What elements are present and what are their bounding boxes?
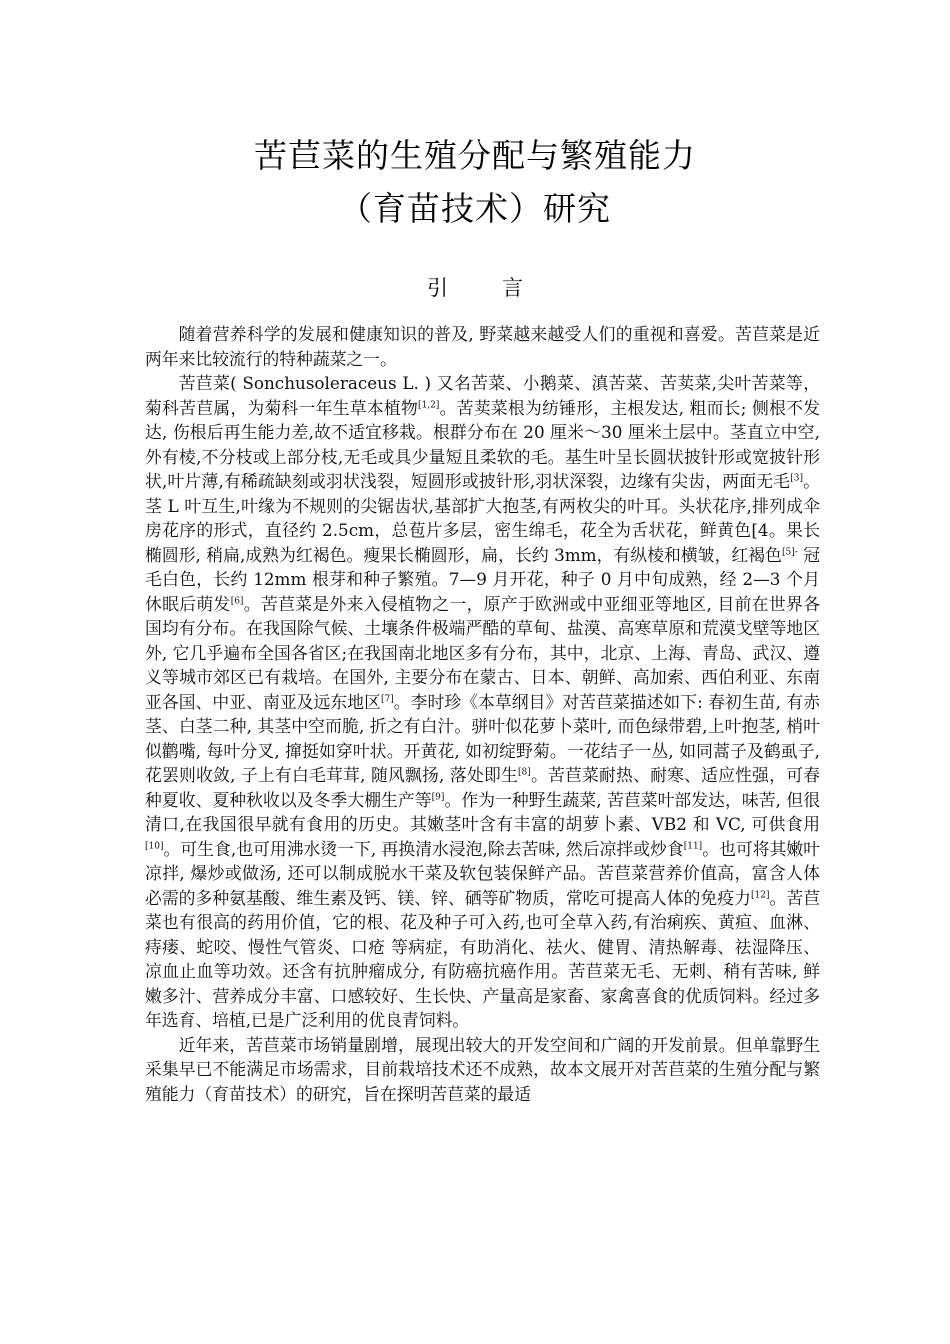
paragraph-text: 。苦苣菜是外来入侵植物之一，原产于欧洲或中亚细亚等地区, 目前在世界各国均有分布。在我国除气候、土壤条件极端严酷的草甸、盐漠、高寒草原和荒漠戈壁等地区外, 它几乎遍布全国各省区;在我国南北地区多有分布，其中，北京、上海、青岛、武汉、遵义等城市郊区已有栽培。在国外, 主要分布在蒙古、日本、朝鲜、高加索、西伯利亚、东南亚各国、中亚、南亚及远东地区 — [145, 593, 820, 712]
document-title-line2: （育苗技术）研究 — [339, 189, 611, 228]
section-heading-char: 引 — [427, 276, 448, 300]
paragraph-text: 。可生食,也可用沸水烫一下, 再换清水浸泡,除去苦味, 然后凉拌或炒食 — [163, 838, 684, 859]
paragraph-text: 近年来，苦苣菜市场销量剧增，展现出较大的开发空间和广阔的开发前景。但单靠野生采集早已不能满足市场需求，目前栽培技术还不成熟，故本文展开对苦苣菜的生殖分配与繁殖能力（育苗技术）的研究，旨在探明苦苣菜的最适 — [145, 1034, 820, 1104]
citation-ref: [6] — [230, 595, 244, 606]
paragraph-text: 。李时珍《本草纲目》对苦苣菜描述如下: 春初生苗, 有赤茎、白茎二种, 其茎中空而脆, 折之有白汁。骈叶似花萝卜菜叶, 而色绿带碧,上叶抱茎, 梢叶似鹳嘴, 每叶分叉, 撺挺如穿叶状。开黄花, 如初绽野菊。一花结子一丛, 如同蒿子及鹤虱子, 花罢则收敛, 子上有白毛茸茸, 随风飘扬, 落处即生 — [145, 691, 820, 785]
paragraph-text: 。作为一种野生蔬菜, 苦苣菜叶部发达，味苦, 但很清口,在我国很早就有食用的历史。其嫩茎叶含有丰富的胡萝卜素、VB2 和 VC, 可供食用 — [145, 789, 820, 834]
citation-ref: [10] — [145, 840, 164, 851]
citation-ref: [5]- — [782, 546, 798, 557]
citation-ref: [3] — [790, 473, 803, 484]
section-heading — [0, 272, 950, 302]
paragraph — [145, 371, 820, 1033]
document-title-line1: 苦苣菜的生殖分配与繁殖能力 — [254, 136, 696, 175]
section-heading-char: 言 — [502, 276, 523, 300]
paragraph-text: 随着营养科学的发展和健康知识的普及, 野菜越来越受人们的重视和喜爱。苦苣菜是近两年来比较流行的特种蔬菜之一。 — [145, 324, 820, 369]
paragraph-text: 。苦苣菜也有很高的药用价值，它的根、花及种子可入药,也可全草入药,有治痢疾、黄疸、血淋、痔瘘、蛇咬、慢性气管炎、口疮 等病症，有助消化、祛火、健胃、清热解毒、祛湿降压、凉血止血等功效。还含有抗肿瘤成分, 有防癌抗癌作用。苦苣菜无毛、无刺、稍有苦味, 鲜嫩多汁、营养成分丰富、口感较好、生长快、产量高是家畜、家禽喜食的优质饲料。经过多年选育、培植,已是广泛利用的优良青饲料。 — [145, 887, 820, 1030]
citation-ref: [1,2] — [418, 399, 440, 410]
citation-ref: [8] — [518, 767, 531, 778]
paragraph — [145, 1033, 820, 1107]
paragraph-text: 冠毛白色，长约 12mm 根芽和种子繁殖。7—9 月开花，种子 0 月中旬成熟，经 2—3 个月休眠后萌发 — [145, 544, 820, 614]
paragraph-text: 。茎 L 叶互生,叶缘为不规则的尖锯齿状,基部扩大抱茎,有两枚尖的叶耳。头状花序,排列成伞房花序的形式，直径约 2.5cm，总苞片多层，密生绵毛，花全为舌状花，鲜黄色[4。果长椭圆形, 稍扁,成熟为红褐色。瘦果长椭圆形，扁，长约 3mm，有纵棱和横皱，红褐色 — [145, 471, 820, 565]
citation-ref: [12] — [751, 889, 770, 900]
paragraph-text: 。也可将其嫩叶凉拌, 爆炒或做汤, 还可以制成脱水干菜及软包装保鲜产品。苦苣菜营养价值高，富含人体必需的多种氨基酸、维生素及钙、镁、锌、硒等矿物质，常吃可提高人体的免疫力 — [145, 838, 820, 908]
citation-ref: [11] — [683, 840, 703, 851]
citation-ref: [9] — [431, 791, 445, 802]
paragraph-text: 。苦荬菜根为纺锤形，主根发达, 粗而长; 侧根不发达, 伤根后再生能力差,故不适宜移栽。根群分布在 20 厘米～30 厘米土层中。茎直立中空,外有棱,不分枝或上部分枝,无毛或具少量短且柔软的毛。基生叶呈长圆状披针形或宽披针形状,叶片薄,有稀疏缺刻或羽状浅裂，短圆形或披针形,羽状深裂，边缘有尖齿，两面无毛 — [145, 397, 820, 491]
paragraph-text: 苦苣菜( Sonchusoleraceus L. ) 又名苦菜、小鹅菜、滇苦菜、苦荬菜,尖叶苦菜等，菊科苦苣属，为菊科一年生草本植物 — [145, 373, 820, 418]
paragraph-text: 。苦苣菜耐热、耐寒、适应性强，可春种夏收、夏种秋收以及冬季大棚生产等 — [145, 765, 820, 810]
paragraph — [145, 322, 820, 371]
citation-ref: [7] — [380, 693, 394, 704]
body-text — [145, 322, 820, 1106]
